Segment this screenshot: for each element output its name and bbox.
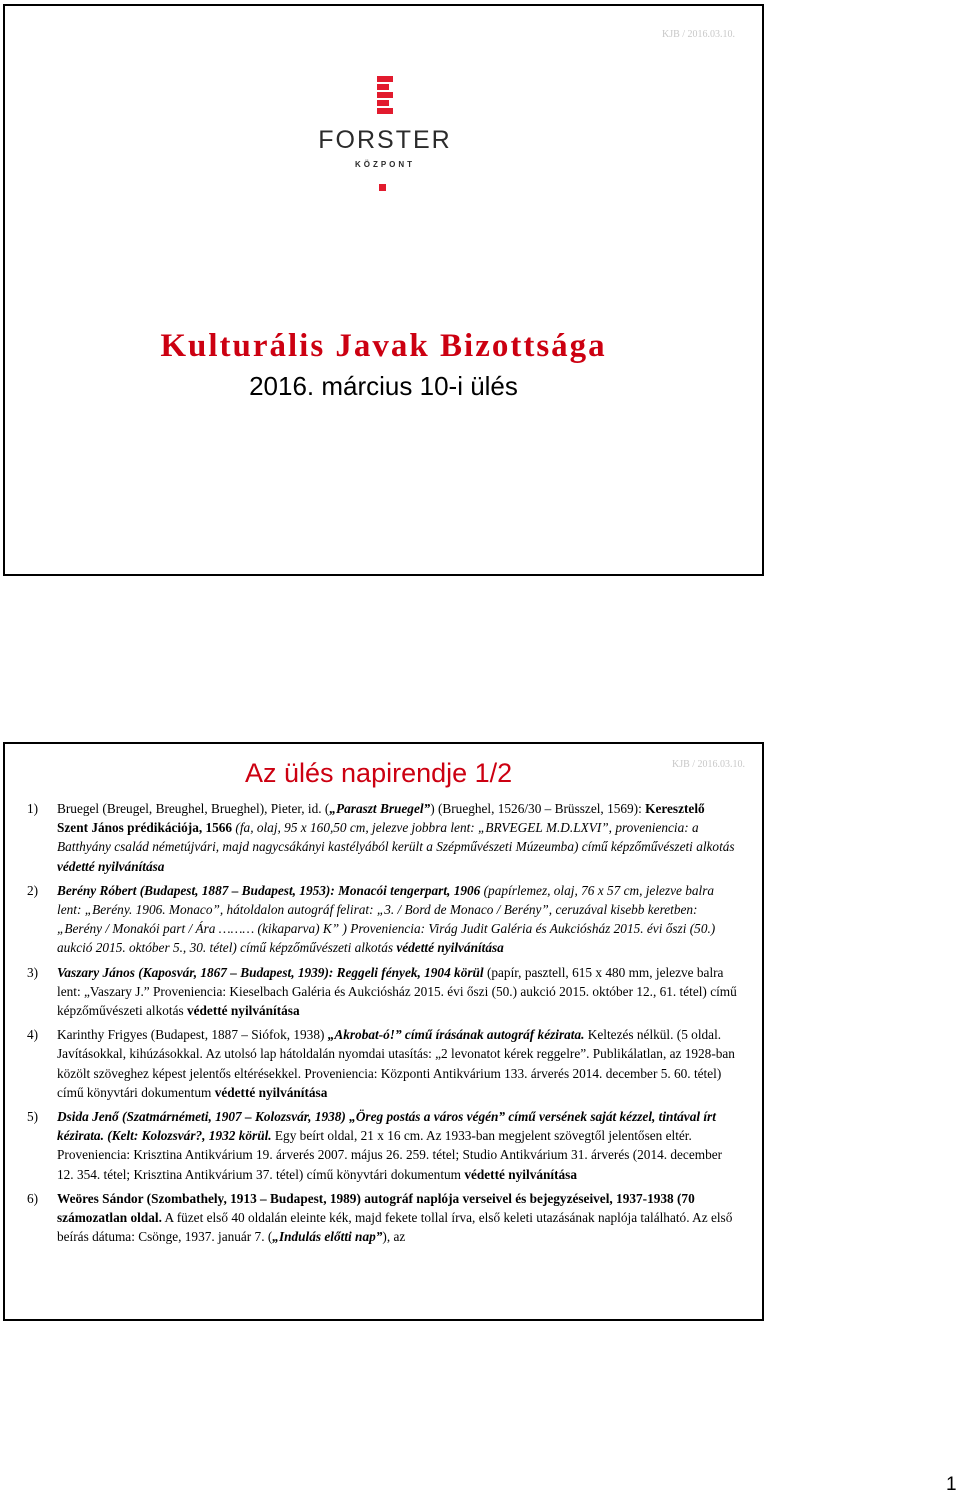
item-number: 5) [27,1109,39,1125]
item-text: (papírlemez, olaj, 76 x 57 cm, jelezve balra lent: „Berény. 1906. Monaco”, hátoldalon autográf felirat: „3. / Bord de Monaco / Berény”, ceruzával kisebb keretben: „Berény / Monakói part / Ára ……… (kikaparva) K” ) Proveniencia: Virág Judit Galéria és Aukciósház 2015. évi őszi (50.) aukció 2015. október 5., 30. tétel) című képzőművészeti alkotás [57,882,716,956]
item-text: Keresztelő Szent János prédikációja, 1566 [57,801,705,836]
item-text: védetté nyilvánítása [396,940,504,956]
slide-subtitle: 2016. március 10-i ülés [249,371,518,401]
agenda-item-2 [27,881,739,958]
item-text: Keltezés nélkül. (5 oldal. Javításokkal, kihúzásokkal. Az utolsó lap hátoldalán nyomdai utasítás: „2 levonatot kérek reggelre”. Publikálatlan, az 1928-ban közölt szöveghez képest jelentős eltérésekkel. Proveniencia: Központi Antikvárium 133. árverés 2014. december 5. 60. tétel) című könyvtári dokumentum [57,1027,735,1100]
item-text: Karinthy Frigyes (Budapest, 1887 – Siófok, 1938) [57,1027,328,1043]
slide-title: Az ülés napirendje 1/2 [245,758,513,788]
item-text: (papír, pasztell, 615 x 480 mm, jelezve balra lent: „Vaszary J.” Proveniencia: Kieselbach Galéria és Aukciósház 2015. évi őszi (50.) aukció 2015. október 12., 61. tétel) című képzőművészeti alkotás [57,964,737,1019]
agenda-item-4 [27,1025,739,1102]
item-number: 4) [27,1027,39,1043]
item-number: 3) [27,964,39,980]
item-text: ), az [382,1229,406,1245]
item-text: védetté nyilvánítása [464,1166,577,1182]
item-text: „Indulás előtti nap” [272,1229,383,1245]
item-text: védetté nyilvánítása [57,858,165,874]
agenda-item-5 [27,1107,739,1184]
item-text: Egy beírt oldal, 21 x 16 cm. Az 1933-ban megjelent szövegtől jelentősen eltér. Proveniencia: Krisztina Antikvárium 19. árverés 2007. május 26. 259. tétel; Studio Antikvárium 31. árverés (2014. december 12. 354. tétel; Krisztina Antikvárium 37. tétel) című könyvtári dokumentum [57,1128,723,1182]
agenda-item-1 [27,799,739,876]
item-text: Weöres Sándor (Szombathely, 1913 – Budapest, 1989) autográf naplója verseivel és bejegyzéseivel, 1937-1938 (70 számozatlan oldal. [57,1190,695,1226]
slide-stamp: KJB / 2016.03.10. [662,29,736,40]
agenda-item-3 [27,963,739,1021]
item-text: Berény Róbert (Budapest, 1887 – Budapest, 1953): Monacói tengerpart, 1906 [57,882,481,898]
item-text: „Akrobat-ó!” című írásának autográf kézirata. [327,1027,585,1043]
item-text: ) (Brueghel, 1526/30 – Brüsszel, 1569): [430,801,646,816]
agenda-item-6 [27,1189,739,1247]
slide-1 [3,4,764,576]
item-text: védetté nyilvánítása [214,1084,328,1100]
item-text: Dsida Jenő (Szatmárnémeti, 1907 – Kolozsvár, 1938) „Öreg postás a város végén” című versének saját kézzel, tintával írt kézirata. (Kelt: Kolozsvár?, 1932 körül. [57,1109,716,1144]
logo-word: FORSTER [318,126,452,154]
slide-title: Kulturális Javak Bizottsága [160,328,607,364]
item-number: 1) [27,801,39,816]
item-text: „Paraszt Bruegel” [329,801,431,816]
item-text: A füzet első 40 oldalán eleinte kék, majd fekete tollal írva, első keleti utazásának naplója található. Az első beírás dátuma: Csönge, 1937. január 7. ( [57,1210,733,1245]
item-number: 6) [27,1190,39,1206]
item-text: védetté nyilvánítása [186,1003,300,1019]
page-number: 1 [946,1474,957,1495]
item-text: Vaszary János (Kaposvár, 1867 – Budapest, 1939): Reggeli fények, 1904 körül [57,964,484,980]
agenda-list [27,799,739,1251]
forster-logo [305,76,465,196]
logo-subtitle: KÖZPONT [354,160,416,169]
item-text: (fa, olaj, 95 x 160,50 cm, jelezve jobbra lent: „BRVEGEL M.D.LXVI”, proveniencia: a Batthyány család németújvári, majd nagycsákányi kastélyából került a Szépművészeti Múzeumba) című képzőművészeti alkotás [57,820,735,855]
item-number: 2) [27,882,39,898]
slide-stamp: KJB / 2016.03.10. [672,759,746,770]
item-text: Bruegel (Breugel, Breughel, Brueghel), Pieter, id. ( [57,801,330,816]
slide-2 [3,742,764,1321]
